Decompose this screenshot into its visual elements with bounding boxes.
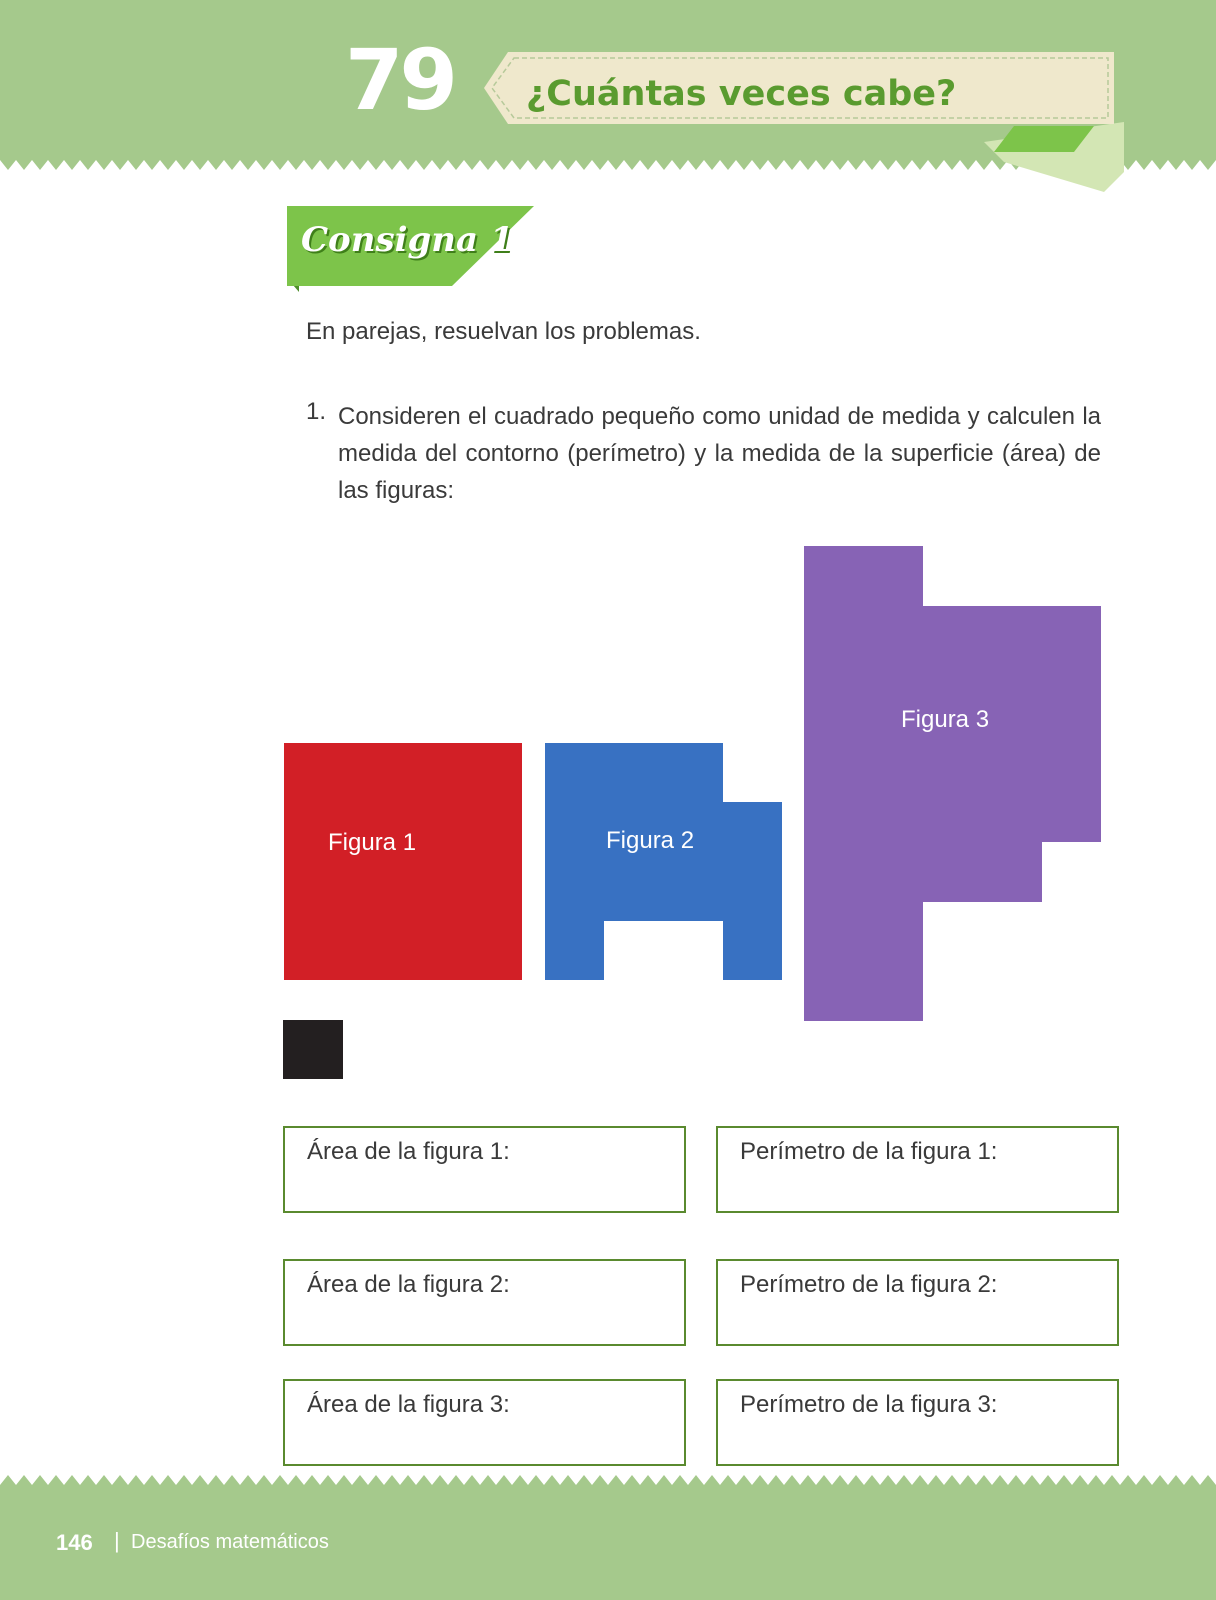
perimeter-figure-3-label: Perímetro de la figura 3: [740,1391,998,1418]
area-figure-1-label: Área de la figura 1: [307,1138,510,1165]
figure-3-label: Figura 3 [901,706,990,733]
book-title: Desafíos matemáticos [131,1531,329,1553]
footer-separator: | [114,1528,120,1553]
instructions-text: En parejas, resuelvan los problemas. [306,318,701,345]
perimeter-figure-3-box[interactable] [716,1379,1119,1466]
problem-text: Consideren el cuadrado pequeño como unidad de medida y calculen la medida del contorno (perímetro) y la medida de la superficie (área) de las figuras: [338,403,1101,504]
area-figure-1-box[interactable] [283,1126,686,1213]
figure-2-label: Figura 2 [606,827,695,854]
figure-2 [545,743,782,980]
consigna-label: Consigna 1 [301,220,514,260]
problem-number: 1. [306,398,327,425]
area-figure-2-box[interactable] [283,1259,686,1346]
perimeter-figure-1-box[interactable] [716,1126,1119,1213]
perimeter-figure-2-label: Perímetro de la figura 2: [740,1271,998,1298]
area-figure-3-box[interactable] [283,1379,686,1466]
title-ribbon [484,52,1124,212]
consigna-tag [287,206,537,296]
figure-1 [284,743,522,980]
perimeter-figure-1-label: Perímetro de la figura 1: [740,1138,998,1165]
perimeter-figure-2-box[interactable] [716,1259,1119,1346]
page-number: 146 [56,1530,93,1555]
figure-1-label: Figura 1 [328,829,417,856]
figure-3 [804,546,1101,1021]
lesson-title: ¿Cuántas veces cabe? [526,74,957,114]
lesson-number: 79 [345,31,454,129]
area-figure-2-label: Área de la figura 2: [307,1271,510,1298]
unit-square [283,1020,343,1079]
area-figure-3-label: Área de la figura 3: [307,1391,510,1418]
